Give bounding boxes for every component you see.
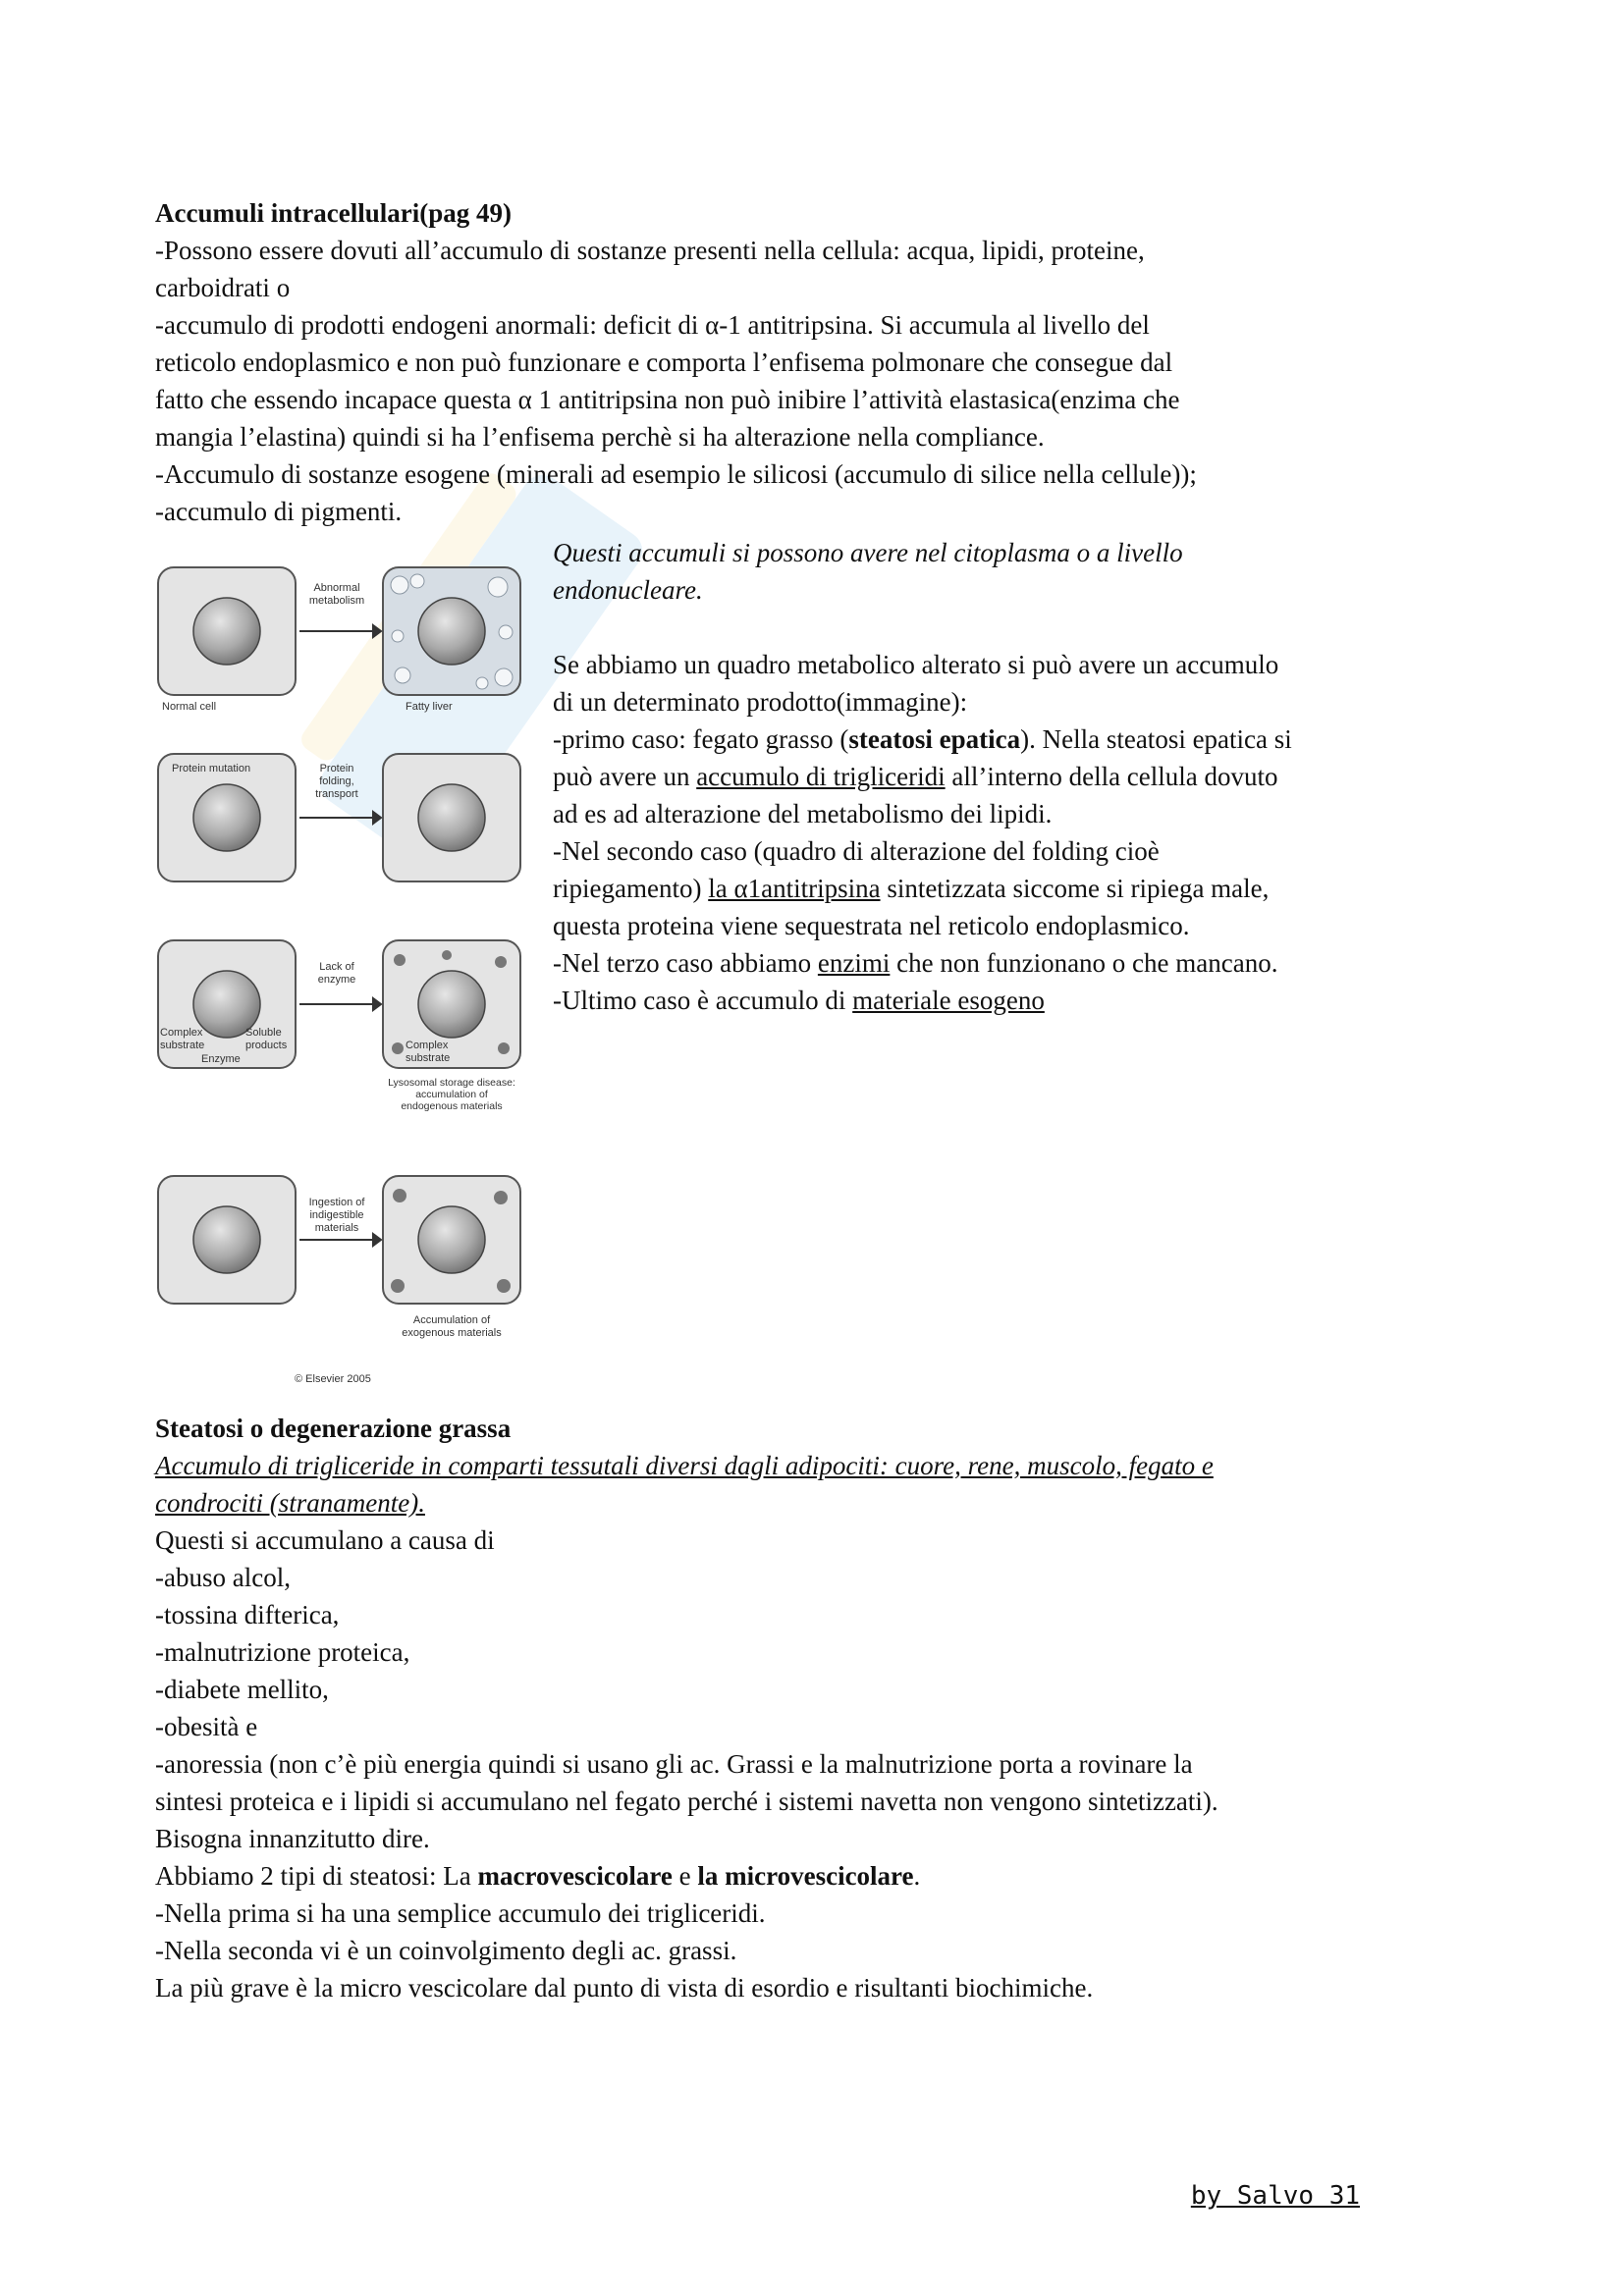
list-item: -malnutrizione proteica,: [155, 1637, 410, 1667]
label-lysosomal-storage: Lysosomal storage disease:: [388, 1077, 515, 1089]
svg-text:exogenous materials: exogenous materials: [402, 1327, 502, 1339]
list-item: -obesità e: [155, 1712, 258, 1741]
paragraph-line: -Nel terzo caso abbiamo enzimi che non funzionano o che mancano.: [553, 948, 1278, 978]
svg-text:substrate: substrate: [160, 1040, 205, 1051]
italic-definition: Accumulo di trigliceride in comparti tessutali diversi dagli adipociti: cuore, rene, muscolo, fegato e: [155, 1451, 1214, 1480]
underlined-term: enzimi: [817, 948, 891, 978]
list-item: -diabete mellito,: [155, 1675, 329, 1704]
paragraph-line: Se abbiamo un quadro metabolico alterato si può avere un accumulo: [553, 650, 1279, 679]
body-line: -Accumulo di sostanze esogene (minerali ad esempio le silicosi (accumulo di silice nella cellule));: [155, 459, 1197, 489]
page-footer: by Salvo 31: [1190, 2181, 1360, 2211]
svg-text:products: products: [245, 1040, 288, 1051]
paragraph-line: ripiegamento) la α1antitripsina sintetizzata siccome si ripiega male,: [553, 874, 1270, 903]
svg-text:folding,: folding,: [319, 775, 354, 787]
paragraph-line: ad es ad alterazione del metabolismo dei lipidi.: [553, 799, 1053, 828]
body-line: fatto che essendo incapace questa α 1 antitripsina non può inibire l’attività elastasica(enzima che: [155, 385, 1180, 414]
label-ingestion: Ingestion of: [308, 1197, 365, 1208]
paragraph-line: questa proteina viene sequestrata nel reticolo endoplasmico.: [553, 911, 1190, 940]
svg-text:substrate: substrate: [406, 1052, 451, 1064]
body-line: mangia l’elastina) quindi si ha l’enfisema perchè si ha alterazione nella compliance.: [155, 422, 1045, 452]
bold-term: macrovescicolare: [477, 1861, 673, 1891]
label-exogenous: Accumulation of: [412, 1314, 491, 1326]
label-complex-substrate-2: Complex: [406, 1040, 449, 1051]
svg-text:indigestible: indigestible: [309, 1209, 364, 1221]
list-item: -abuso alcol,: [155, 1563, 291, 1592]
figure-caption-column: [553, 534, 1486, 1019]
svg-text:endogenous materials: endogenous materials: [401, 1100, 503, 1112]
label-abnormal-metabolism: Abnormal: [313, 582, 360, 594]
label-fatty-liver: Fatty liver: [406, 701, 453, 713]
svg-text:enzyme: enzyme: [317, 974, 356, 986]
body-line: La più grave è la micro vescicolare dal punto di vista di esordio e risultanti biochimiche.: [155, 1973, 1094, 2002]
section-title-accumuli: Accumuli intracellulari(pag 49): [155, 198, 512, 228]
body-line: Bisogna innanzitutto dire.: [155, 1824, 430, 1853]
intracellular-accumulation-figure: [152, 558, 535, 1392]
svg-text:accumulation of: accumulation of: [415, 1089, 488, 1100]
svg-text:metabolism: metabolism: [308, 595, 365, 607]
italic-note: endonucleare.: [553, 575, 703, 605]
underlined-term: accumulo di trigliceridi: [696, 762, 946, 791]
body-line: Questi si accumulano a causa di: [155, 1525, 495, 1555]
label-soluble-products: Soluble: [245, 1027, 282, 1039]
paragraph-line: -primo caso: fegato grasso (steatosi epatica). Nella steatosi epatica si: [553, 724, 1292, 754]
figure-copyright: © Elsevier 2005: [295, 1373, 371, 1385]
body-line: -Nella prima si ha una semplice accumulo dei trigliceridi.: [155, 1898, 766, 1928]
italic-note: Questi accumuli si possono avere nel citoplasma o a livello: [553, 538, 1183, 567]
section-title-steatosi: Steatosi o degenerazione grassa: [155, 1414, 512, 1443]
svg-text:materials: materials: [314, 1222, 359, 1234]
body-line: Abbiamo 2 tipi di steatosi: La macrovescicolare e la microvescicolare.: [155, 1861, 921, 1891]
body-line: reticolo endoplasmico e non può funzionare e comporta l’enfisema polmonare che consegue dal: [155, 347, 1173, 377]
underlined-term: la α1antitripsina: [708, 874, 881, 903]
label-normal-cell: Normal cell: [162, 701, 217, 713]
paragraph-line: può avere un accumulo di trigliceridi all’interno della cellula dovuto: [553, 762, 1278, 791]
list-item: -anoressia (non c’è più energia quindi si usano gli ac. Grassi e la malnutrizione porta a rovinare la: [155, 1749, 1193, 1779]
body-line: -accumulo di pigmenti.: [155, 497, 403, 526]
label-protein-mutation: Protein mutation: [172, 763, 251, 774]
underlined-term: materiale esogeno: [852, 986, 1045, 1015]
body-line: sintesi proteica e i lipidi si accumulano nel fegato perché i sistemi navetta non vengono sintetizzati).: [155, 1787, 1218, 1816]
body-line: -Possono essere dovuti all’accumulo di sostanze presenti nella cellula: acqua, lipidi, proteine,: [155, 236, 1145, 265]
body-line: carboidrati o: [155, 273, 291, 302]
label-enzyme: Enzyme: [201, 1053, 241, 1065]
label-complex-substrate: Complex: [160, 1027, 203, 1039]
paragraph-line: -Ultimo caso è accumulo di materiale esogeno: [553, 986, 1045, 1015]
label-protein-folding: Protein: [319, 763, 354, 774]
body-line: -accumulo di prodotti endogeni anormali: deficit di α-1 antitripsina. Si accumula al livello del: [155, 310, 1150, 340]
svg-text:transport: transport: [315, 788, 358, 800]
body-line: -Nella seconda vi è un coinvolgimento degli ac. grassi.: [155, 1936, 737, 1965]
label-lack-of-enzyme: Lack of: [319, 961, 354, 973]
bold-term: steatosi epatica: [848, 724, 1021, 754]
italic-definition: condrociti (stranamente).: [155, 1488, 425, 1518]
bold-term: la microvescicolare: [697, 1861, 914, 1891]
list-item: -tossina difterica,: [155, 1600, 340, 1629]
paragraph-line: -Nel secondo caso (quadro di alterazione del folding cioè: [553, 836, 1160, 866]
paragraph-line: di un determinato prodotto(immagine):: [553, 687, 968, 717]
